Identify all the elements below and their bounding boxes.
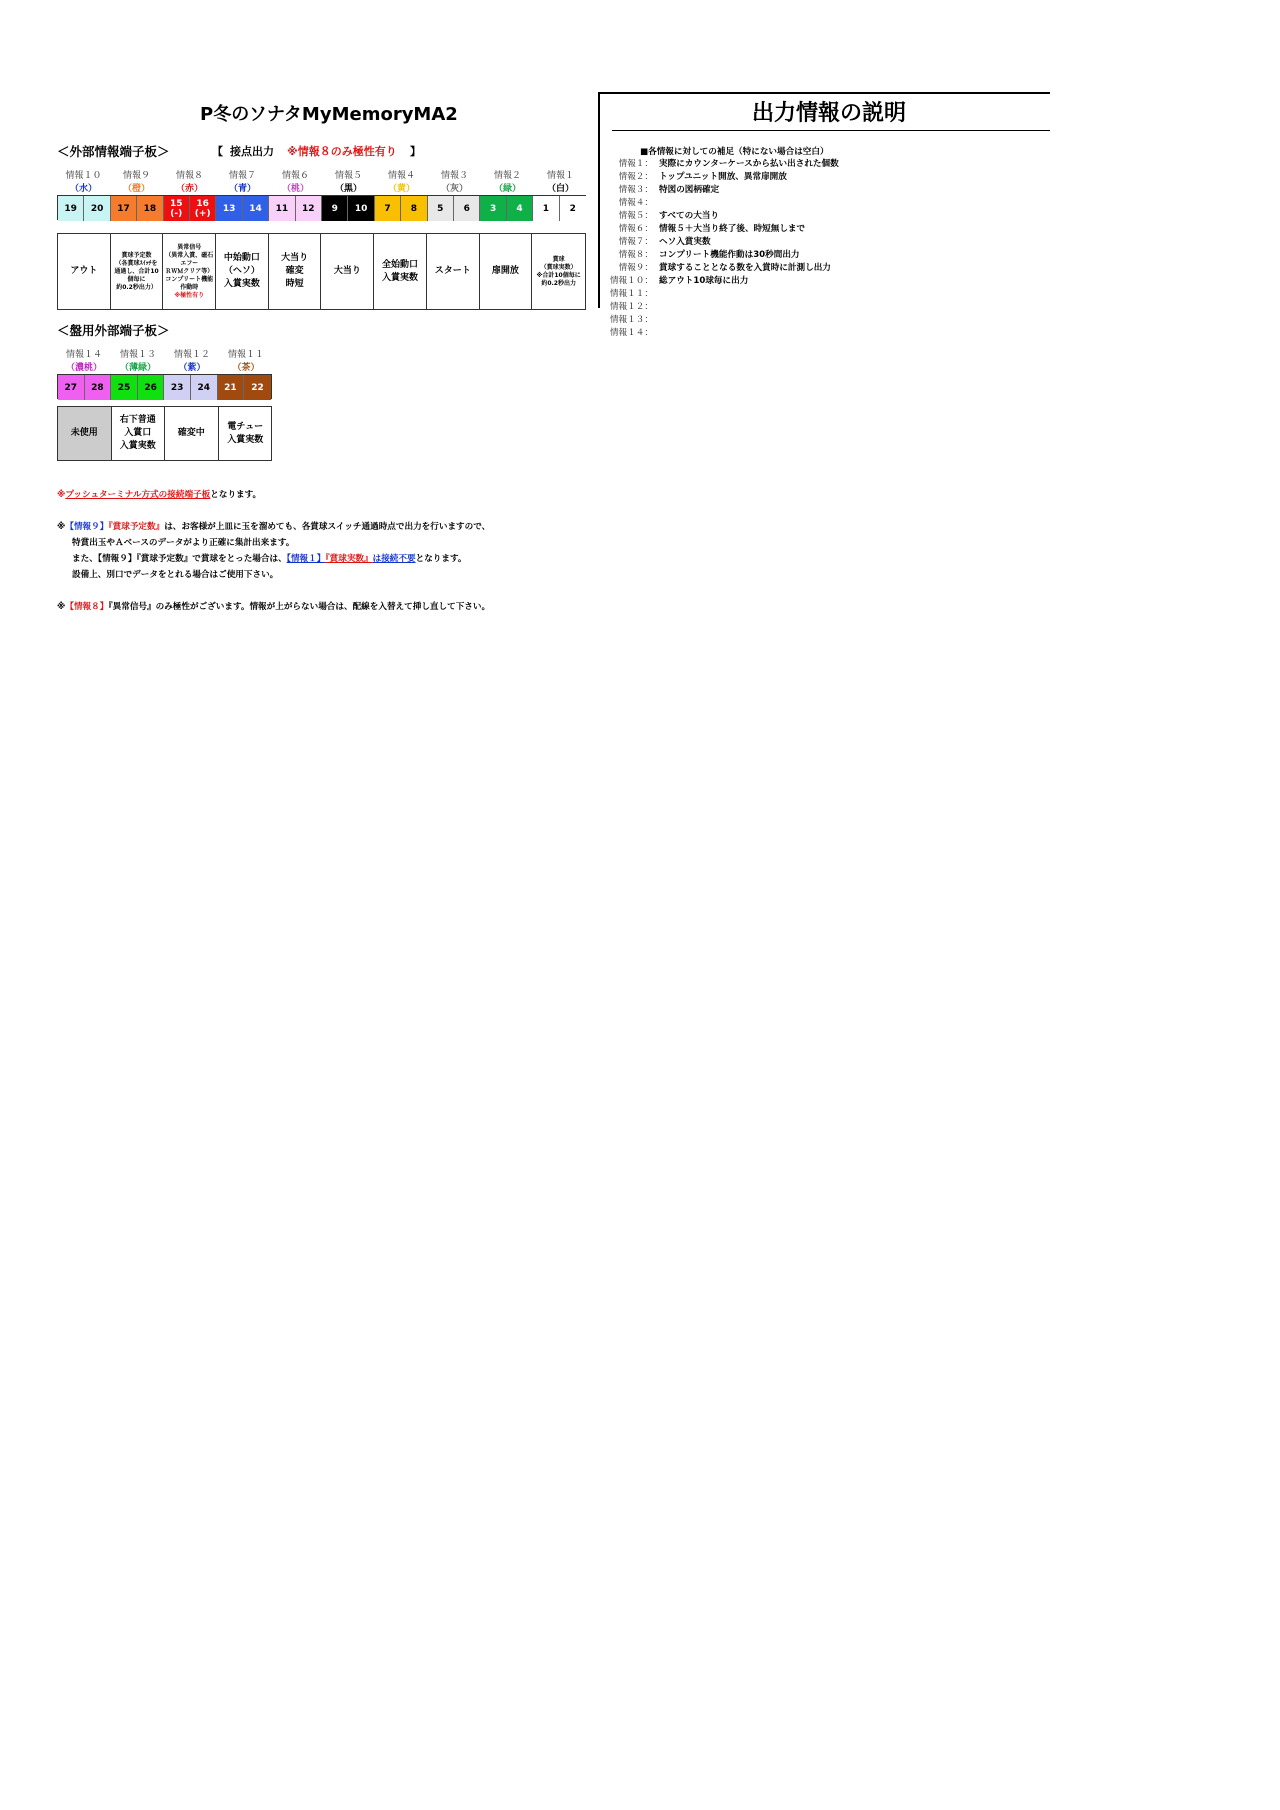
explanation-item-label: 情報８： — [618, 250, 653, 260]
terminal-pin — [85, 375, 112, 400]
info-header-name: 情報５ — [334, 171, 362, 181]
explanation-item — [605, 184, 839, 197]
pin-number: 11 — [275, 203, 289, 214]
description-line: 未使用 — [70, 428, 98, 438]
terminal-description-table — [57, 233, 586, 310]
note-info1-tag: 【情報１】 — [286, 554, 326, 564]
explanation-item-label: 情報１３： — [610, 315, 653, 325]
description-line: （ヘソ） — [223, 266, 260, 276]
pin-number: 22 — [251, 382, 264, 393]
info-header-name: 情報７ — [228, 171, 256, 181]
description-line: 確変中 — [177, 428, 205, 438]
note-expected-payout-tag: 『賞球予定数』 — [108, 522, 165, 532]
terminal-pin — [190, 196, 216, 221]
pin-number: 23 — [170, 382, 184, 393]
explanation-item-label: 情報５： — [618, 211, 653, 221]
description-line: ※合計10個毎に — [536, 271, 581, 279]
terminal-pin — [164, 375, 191, 400]
description-line: 入賞口 — [124, 428, 152, 438]
explanation-item-text: すべての大当り — [659, 211, 719, 221]
terminal-pin — [111, 375, 138, 400]
info-header-color: （水） — [69, 184, 97, 194]
explanation-item-text: 実際にカウンターケースから払い出された個数 — [659, 159, 839, 169]
explanation-item — [605, 210, 839, 223]
description-line: 約0.2秒出力） — [116, 283, 157, 291]
note-info9-line2: 特賞出玉やＡベースのデータがより正確に集計出来ます。 — [72, 538, 295, 548]
description-line: 右下普通 — [119, 415, 156, 425]
terminal-description-cell — [216, 234, 269, 309]
description-line: 異常信号 — [177, 243, 202, 251]
pin-number: 25 — [117, 382, 131, 393]
description-line: （異常入賞、磁石 — [165, 251, 214, 259]
title-underline — [612, 130, 1050, 131]
pin-number: 16 — [196, 198, 209, 209]
explanation-item — [605, 262, 839, 275]
info-header-name: 情報３ — [440, 171, 468, 181]
pin-number: 17 — [117, 203, 130, 214]
info-header-color: （桃） — [281, 184, 309, 194]
description-line: 時短 — [285, 279, 304, 289]
pin-number: 5 — [437, 203, 444, 214]
terminal-description-cell — [58, 407, 112, 460]
terminal-pin — [111, 196, 137, 221]
explanation-item-label: 情報１４： — [610, 328, 653, 338]
description-line: 大当り — [281, 253, 309, 263]
explanation-intro: ■各情報に対しての補足（特にない場合は空白） — [640, 147, 829, 157]
pin-number: 3 — [489, 203, 497, 214]
info-header-color: （黄） — [387, 184, 415, 194]
terminal-pin — [507, 196, 533, 221]
pin-number: 27 — [64, 382, 78, 393]
board-info-header-color: （茶） — [232, 363, 260, 373]
explanation-item-label: 情報１０： — [610, 276, 653, 286]
description-line: 全始動口 — [382, 259, 419, 270]
explanation-item-label: 情報１１： — [610, 289, 653, 299]
info-header-color: （青） — [228, 184, 256, 194]
contact-output-label: 接点出力 — [230, 145, 274, 158]
board-info-header-name: 情報１２ — [173, 350, 210, 360]
terminal-description-cell — [219, 407, 273, 460]
pin-number: 10 — [354, 203, 368, 214]
note-info9-line1 — [57, 520, 490, 534]
board-info-header-color: （紫） — [178, 363, 206, 373]
description-line: スタート — [434, 266, 471, 276]
page-title: P冬のソナタMyMemoryMA2 — [200, 104, 458, 125]
explanation-item — [605, 327, 839, 340]
pin-polarity: (-) — [170, 208, 183, 219]
terminal-pin — [84, 196, 110, 221]
pin-number: 1 — [542, 203, 550, 214]
description-line: 個毎に — [127, 275, 146, 283]
board-terminal-description-table — [57, 406, 272, 461]
info-header-color: （白） — [546, 184, 574, 194]
board-info-header-name: 情報１４ — [65, 350, 102, 360]
terminal-pin — [164, 196, 190, 221]
description-line: 賞球 — [552, 255, 565, 263]
explanation-item-label: 情報７： — [618, 237, 653, 247]
terminal-description-cell — [480, 234, 533, 309]
pin-number: 9 — [331, 203, 338, 214]
terminal-description-cell — [111, 234, 164, 309]
info-header-color: （赤） — [175, 184, 203, 194]
terminal-pin — [191, 375, 218, 400]
explanation-item-label: 情報１２： — [610, 302, 653, 312]
info-header-name: 情報８ — [175, 171, 203, 181]
note-text: また、【情報９】『賞球予定数』で賞球をとった場合は、 — [72, 554, 287, 564]
board-terminal-pin-row — [57, 374, 272, 399]
board-terminal-headers — [57, 347, 277, 375]
pin-number: 19 — [64, 203, 77, 214]
description-line: 中始動口 — [223, 253, 260, 263]
board-info-header-name: 情報１３ — [119, 350, 156, 360]
pin-number: 28 — [91, 382, 104, 393]
bracket-close: 】 — [410, 145, 421, 158]
note-mark: ※ — [57, 602, 66, 612]
explanation-item-text: 情報５＋大当り終了後、時短無しまで — [659, 224, 806, 234]
explanation-item-label: 情報９： — [618, 263, 653, 273]
polarity-warning: ※極性有り — [174, 291, 205, 299]
bracket-open: 【 — [212, 145, 223, 158]
explanation-item — [605, 171, 839, 184]
terminal-pin — [58, 375, 85, 400]
explanation-item — [605, 236, 839, 249]
note-push-terminal-link: プッシュターミナル方式の接続端子板 — [65, 490, 211, 500]
terminal-pin — [560, 196, 586, 221]
note-text: となります。 — [415, 554, 467, 564]
description-line: アウト — [70, 266, 98, 276]
description-line: コンプリート機能 — [165, 275, 214, 283]
terminal-description-cell — [322, 234, 375, 309]
description-line: 入賞実数 — [119, 441, 156, 451]
terminal-pin — [269, 196, 295, 221]
terminal-pin — [480, 196, 506, 221]
info-header-color: （黒） — [334, 184, 362, 194]
note-no-connection: は接続不要 — [372, 554, 416, 564]
pin-number: 12 — [302, 203, 315, 214]
terminal-pin — [243, 196, 269, 221]
explanation-item-label: 情報６： — [618, 224, 653, 234]
pin-number: 13 — [222, 203, 236, 214]
note-info9-line4: 設備上、別口でデータをとれる場合はご使用下さい。 — [72, 570, 279, 580]
polarity-note: ※情報８のみ極性有り — [287, 145, 397, 158]
explanation-item — [605, 249, 839, 262]
note-info8-tag: 【情報８】 — [65, 602, 109, 612]
explanation-item-text: 総アウト10球毎に出力 — [659, 276, 749, 286]
explanation-item-label: 情報２： — [618, 172, 653, 182]
explanation-item — [605, 223, 839, 236]
pin-number: 24 — [197, 382, 211, 393]
description-line: 入賞実数 — [382, 272, 419, 283]
terminal-pin — [138, 375, 165, 400]
explanation-item-text: トップユニット開放、異常扉開放 — [659, 172, 787, 182]
explanation-list — [605, 158, 839, 340]
explanation-item-text: 賞球することとなる数を入賞時に計測し出力 — [659, 263, 831, 273]
explanation-item — [605, 301, 839, 314]
pin-number: 7 — [384, 203, 391, 214]
terminal-description-cell — [374, 234, 427, 309]
pin-number: 4 — [516, 203, 523, 214]
description-line: 電チュー — [227, 421, 264, 432]
explanation-item-label: 情報４： — [618, 198, 653, 208]
explanation-item-text: コンプリート機能作動は30秒間出力 — [659, 250, 800, 260]
note-actual-payout-tag: 『賞球実数』 — [325, 554, 373, 564]
note-text: は、お客様が上皿に玉を溜めても、各賞球スイッチ通過時点で出力を行いますので、 — [164, 522, 491, 532]
terminal-pin — [137, 196, 163, 221]
description-line: ＲＷＭクリア等） — [165, 267, 214, 275]
description-line: 扉開放 — [491, 266, 519, 276]
note-mark: ※ — [57, 522, 66, 532]
pin-number: 18 — [143, 203, 157, 214]
explanation-item — [605, 158, 839, 171]
explanation-item-label: 情報１： — [618, 159, 653, 169]
terminal-pin — [244, 375, 271, 400]
terminal-pin — [322, 196, 348, 221]
pin-number: 15 — [170, 198, 183, 209]
note-text: 『異常信号』のみ極性がございます。情報が上がらない場合は、配線を入替えて挿し直して下さい。 — [108, 602, 491, 612]
description-line: 約0.2秒出力 — [541, 279, 576, 287]
external-terminal-heading: ＜外部情報端子板＞ — [57, 144, 170, 159]
board-terminal-heading: ＜盤用外部端子板＞ — [57, 323, 170, 338]
panel-left-border — [598, 92, 600, 308]
terminal-pin — [296, 196, 322, 221]
terminal-pin — [375, 196, 401, 221]
description-line: （賞球実数） — [540, 263, 577, 271]
note-connection-type — [57, 488, 261, 502]
explanation-title: 出力情報の説明 — [752, 101, 907, 126]
explanation-item-label: 情報３： — [618, 185, 653, 195]
pin-number: 2 — [569, 203, 576, 214]
terminal-pin — [454, 196, 480, 221]
info-header-name: 情報２ — [493, 171, 521, 181]
terminal-description-cell — [58, 234, 111, 309]
description-line: 大当り — [333, 266, 361, 276]
info-header-color: （緑） — [493, 184, 521, 194]
terminal-description-cell — [269, 234, 322, 309]
terminal-pin-row — [57, 195, 586, 220]
description-line: 賞球予定数 — [121, 251, 152, 259]
terminal-description-cell — [165, 407, 219, 460]
info-header-name: 情報６ — [281, 171, 309, 181]
terminal-description-cell — [112, 407, 166, 460]
terminal-pin — [533, 196, 559, 221]
note-info9-tag: 【情報９】 — [65, 522, 109, 532]
explanation-item — [605, 197, 839, 210]
terminal-headers — [57, 168, 587, 196]
pin-number: 8 — [410, 203, 418, 214]
note-text: となります。 — [210, 490, 262, 500]
pin-number: 20 — [90, 203, 104, 214]
explanation-item — [605, 275, 839, 288]
terminal-description-cell — [427, 234, 480, 309]
description-line: 通過し、合計10 — [114, 267, 159, 275]
terminal-pin — [58, 196, 84, 221]
explanation-item-text: ヘソ入賞実数 — [659, 237, 711, 247]
terminal-pin — [401, 196, 427, 221]
description-line: エフー — [180, 259, 199, 267]
description-line: 作動時 — [180, 283, 199, 291]
pin-number: 6 — [463, 203, 470, 214]
terminal-pin — [218, 375, 245, 400]
pin-number: 14 — [249, 203, 262, 214]
info-header-name: 情報１０ — [65, 171, 102, 181]
info-header-name: 情報１ — [546, 171, 574, 181]
pin-polarity: (+) — [194, 208, 211, 219]
pin-number: 21 — [224, 382, 237, 393]
explanation-item — [605, 314, 839, 327]
info-header-color: （灰） — [440, 184, 468, 194]
terminal-pin — [348, 196, 374, 221]
board-info-header-color: （薄緑） — [119, 363, 156, 373]
pin-number: 26 — [144, 382, 157, 393]
board-info-header-color: （濃桃） — [65, 363, 102, 373]
panel-top-border — [598, 92, 1050, 94]
description-line: 確変 — [285, 266, 304, 276]
terminal-pin — [428, 196, 454, 221]
description-line: 入賞実数 — [227, 434, 264, 445]
description-line: （各賞球ｽｲｯﾁを — [115, 259, 158, 267]
description-line: 入賞実数 — [223, 279, 260, 289]
info-header-name: 情報９ — [122, 171, 150, 181]
terminal-description-cell — [163, 234, 216, 309]
note-info9-line3 — [72, 552, 466, 566]
info-header-color: （橙） — [122, 184, 150, 194]
explanation-item — [605, 288, 839, 301]
note-mark: ※ — [57, 490, 66, 500]
note-info8 — [57, 600, 490, 614]
explanation-item-text: 特図の図柄確定 — [659, 185, 720, 195]
terminal-description-cell — [532, 234, 585, 309]
board-info-header-name: 情報１１ — [227, 350, 264, 360]
terminal-pin — [216, 196, 242, 221]
info-header-name: 情報４ — [387, 171, 415, 181]
